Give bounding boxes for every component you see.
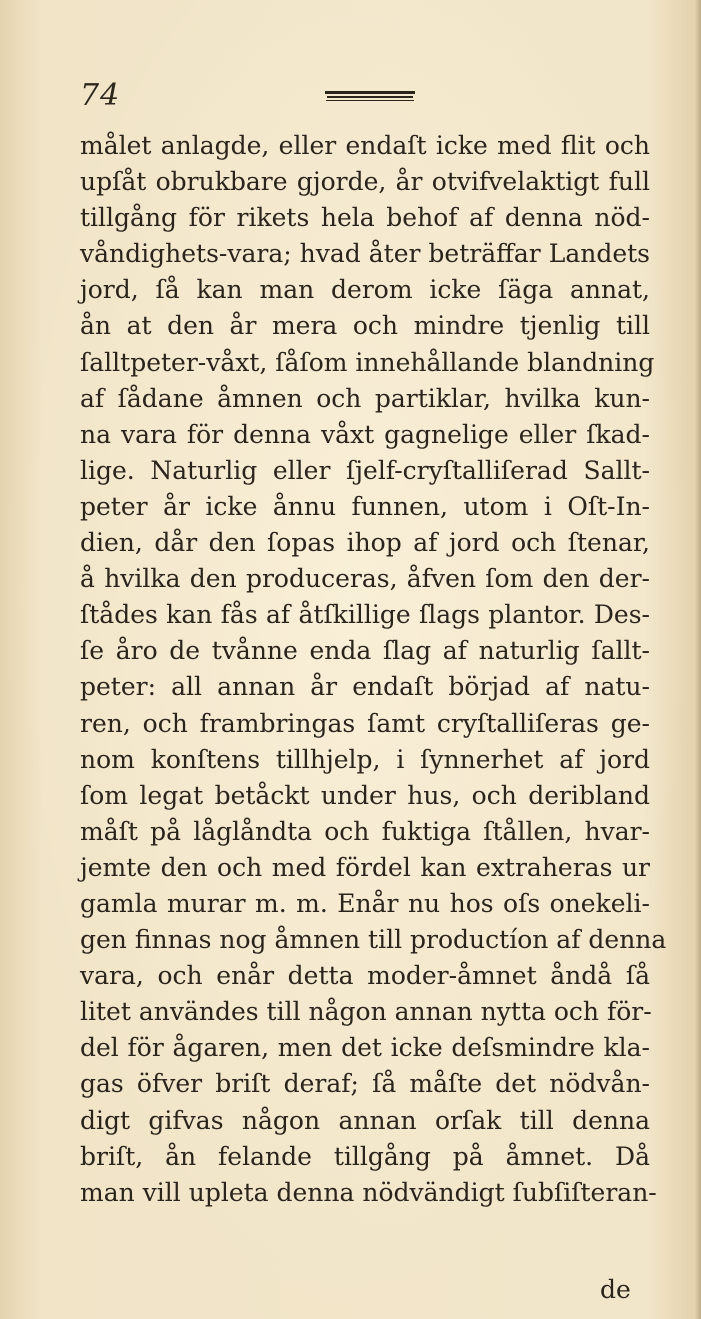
text-line: man vill upleta denna nödvändigt ſubſiſteran- xyxy=(80,1177,657,1207)
text-line: del för ågaren, men det icke deſsmindre kla- xyxy=(80,1033,650,1063)
text-line: dien, dår den ſopas ihop af jord och ſtenar, xyxy=(80,528,650,558)
page-edge-shadow xyxy=(695,0,701,1319)
text-line: ſe åro de tvånne enda ſlag af naturlig ſallt- xyxy=(80,636,650,666)
text-line: digt gifvas någon annan orſak till denna xyxy=(80,1105,650,1135)
text-line: måſt på låglåndta och fuktiga ſtållen, hvar- xyxy=(80,816,650,846)
text-line: gen finnas nog åmnen till productíon af denna xyxy=(80,925,667,955)
text-line: ren, och frambringas ſamt cryſtalliſeras ge- xyxy=(80,708,650,738)
text-line: peter år icke ånnu funnen, utom i Oſt-In- xyxy=(80,491,650,521)
text-line: na vara för denna våxt gagnelige eller ſkad- xyxy=(80,419,650,449)
text-line: briſt, ån felande tillgång på åmnet. Då xyxy=(80,1141,650,1171)
text-line: peter: all annan år endaſt börjad af natu- xyxy=(80,672,650,702)
text-line: å hvilka den produceras, åfven ſom den der- xyxy=(80,564,650,594)
ornament-rule xyxy=(326,100,414,101)
text-line: gas öfver briſt deraf; ſå måſte det nödvån- xyxy=(80,1069,650,1099)
text-line: af ſådane åmnen och partiklar, hvilka kun- xyxy=(80,383,650,413)
text-line: målet anlagde, eller endaſt icke med flit och xyxy=(80,131,650,160)
text-line: ån at den år mera och mindre tjenlig till xyxy=(80,311,650,341)
text-line: våndighets-vara; hvad åter beträffar Landets xyxy=(80,239,650,269)
text-line: jemte den och med fördel kan extraheras ur xyxy=(80,852,650,882)
catchword: de xyxy=(600,1275,631,1304)
text-line: ſalltpeter-våxt, ſåſom innehållande blandning xyxy=(80,347,655,377)
text-line: jord, ſå kan man derom icke ſäga annat, xyxy=(80,275,650,305)
text-line: nom konſtens tillhjelp, i ſynnerhet af jord xyxy=(80,744,650,774)
header-ornament xyxy=(325,91,415,103)
text-line: upſåt obrukbare gjorde, år otvifvelaktigt full xyxy=(80,167,650,197)
text-line: litet användes till någon annan nytta och för- xyxy=(80,997,652,1027)
page-number: 74 xyxy=(80,78,121,113)
text-line: tillgång för rikets hela behof af denna nöd- xyxy=(80,203,650,233)
text-line: vara, och enår detta moder-åmnet åndå ſå xyxy=(80,961,650,991)
text-line: ſom legat betåckt under hus, och deribland xyxy=(80,780,650,810)
body-text xyxy=(80,128,667,1211)
ornament-rule xyxy=(327,96,413,98)
text-line: gamla murar m. m. Enår nu hos oſs onekeli- xyxy=(80,888,650,918)
ornament-rule xyxy=(325,91,415,94)
text-line: ſtådes kan fås af åtſkillige ſlags plantor. Des- xyxy=(80,600,650,630)
text-line: lige. Naturlig eller ſjelf-cryſtalliſerad Sallt- xyxy=(80,455,650,485)
